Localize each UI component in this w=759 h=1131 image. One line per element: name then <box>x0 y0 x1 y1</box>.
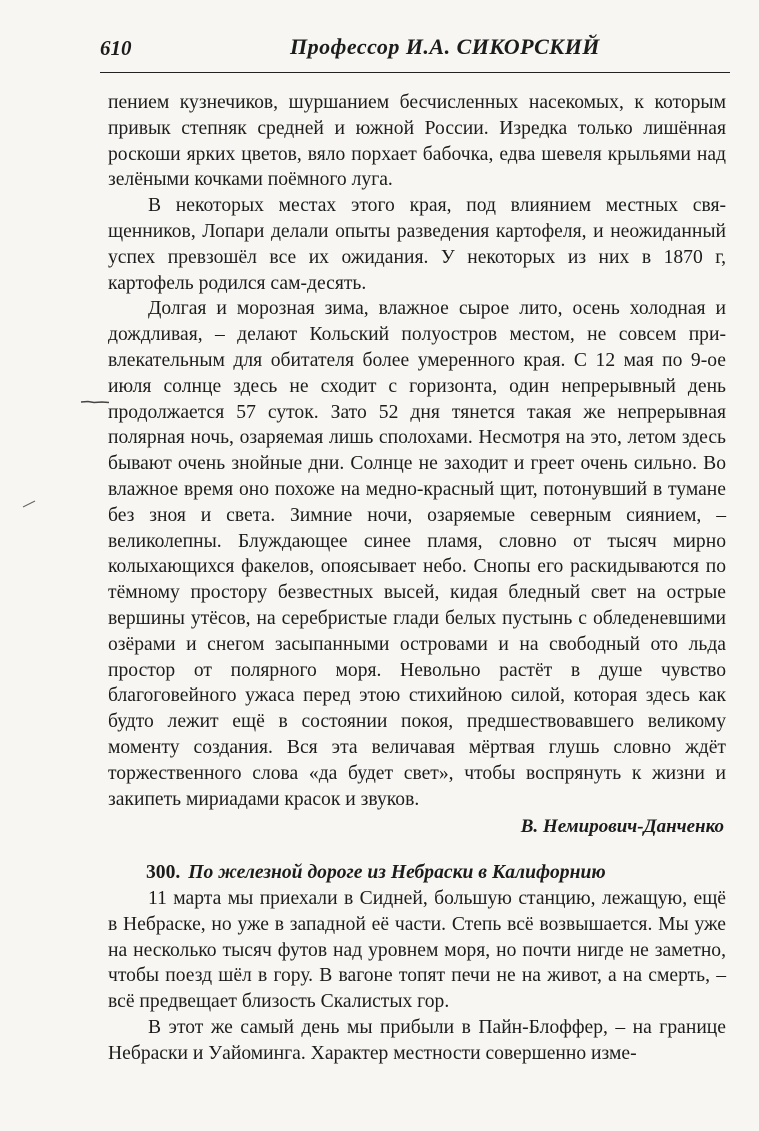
paragraph-continuation: пением кузнечиков, шуршанием бесчисленных насекомых, к которым привык степняк средней и южной России. Изредка только лишённая роскоши ярких цветов, вяло порхает бабочка, едва шевеля крыльями над зелёными кочками поёмного луга. <box>108 92 726 191</box>
paragraph-sidney: 11 марта мы приехали в Сидней, большую станцию, лежащую, ещё в Небраске, но уже в западной её части. Степь всё возвышается. Мы уже на несколько тысяч футов над уровнем моря, но почти нигде не заметно, чтобы поезд шёл в гору. В вагоне топят печи не на живот, а на смерть, – всё предвещает близость Скалистых гор. <box>108 887 726 1013</box>
page-header <box>100 30 730 73</box>
margin-pencil-mark <box>80 399 110 405</box>
body-text <box>108 90 726 1066</box>
page-number: 610 <box>100 36 132 60</box>
section-number: 300. <box>146 862 181 884</box>
paragraph-pine-bluff: В этот же самый день мы прибыли в Пайн-Блоффер, – на границе Небраски и Уайоминга. Характер местности совершенно изме- <box>108 1016 726 1064</box>
section-title: По железной дороге из Небраски в Калифорнию <box>188 862 606 884</box>
section-heading <box>108 860 726 886</box>
paragraph-potatoes: В некоторых местах этого края, под влиянием местных священников, Лопари делали опыты разведения картофеля, и неожиданный успех превзошёл все их ожидания. У некоторых из них в 1870 г, картофель родился сам-десять. <box>108 195 726 294</box>
author-signature: В. Немирович-Данченко <box>520 816 724 838</box>
paragraph-climate: Долгая и морозная зима, влажное сырое лито, осень холодная и дождливая, – делают Кольский полуостров местом, не совсем привлекательным для обитателя более умеренного края. С 12 мая по 9-ое июля солнце здесь не сходит с горизонта, один непрерывный день продолжается 57 суток. Зато 52 дня тянется такая же непрерывная полярная ночь, озаряемая лишь сполохами. Несмотря на это, летом здесь бывают очень знойные дни. Солнце не заходит и греет очень сильно. Во влажное время оно похоже на медно-красный щит, потонувший в тумане без зноя и света. Зимние ночи, озаряемые северным сиянием, – великолепны. Блуждающее синее пламя, словно от тысяч мирно колыхающихся факелов, опоясывает небо. Снопы его раскидываются по тёмному простору безвестных высей, кидая бледный свет на острые вершины утёсов, на серебристые глади белых пустынь с обледеневшими озёрами и снегом засыпанными островами и на свободный ото льда простор от полярного моря. Невольно растёт в душе чувство благоговейного ужаса перед этою стихийною силой, которая здесь как будто лежит ещё в состоянии покоя, предшествовавшего великому моменту создания. Вся эта величавая мёртвая глушь словно ждёт торжественного слова «да будет свет», чтобы воспрянуть к жизни и закипеть мириадами красок и звуков. <box>108 298 726 810</box>
margin-pencil-tick <box>22 500 36 508</box>
running-head: Профессор И.А. СИКОРСКИЙ <box>290 34 600 59</box>
